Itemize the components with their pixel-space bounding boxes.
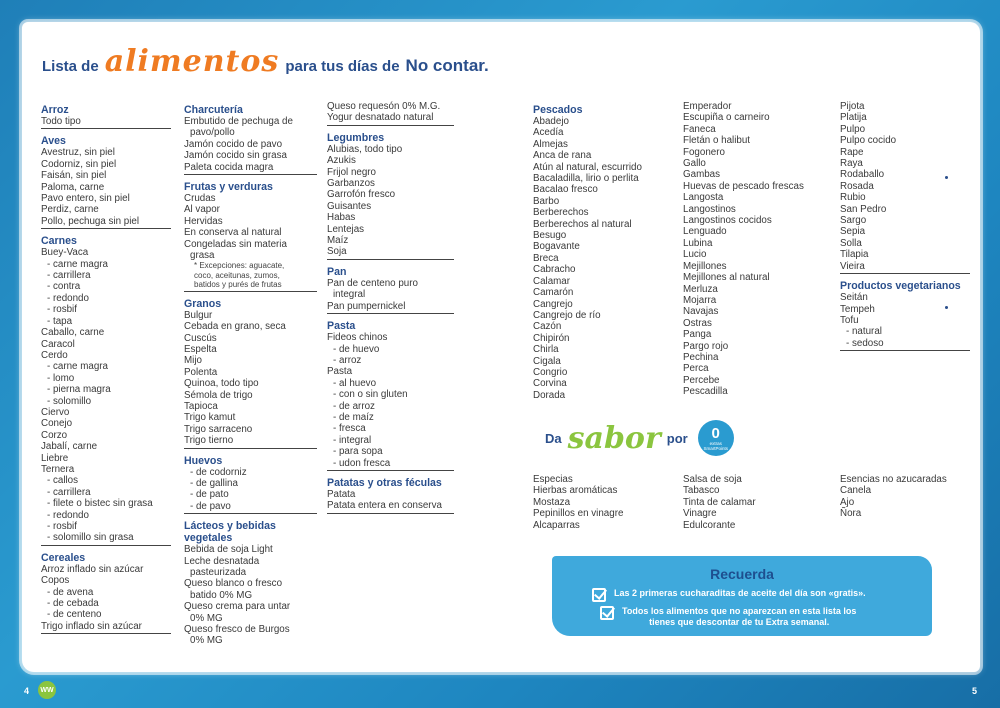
food-item: - redondo [47,509,89,521]
food-column-5 [683,101,823,398]
food-item: Rodaballo [840,169,885,181]
food-item: Yogur desnatado natural [327,112,434,124]
food-item: Bacaladilla, lirio o perlita [533,173,639,185]
food-item: - sedoso [846,337,884,349]
flavor-item: Vinagre [683,508,717,520]
decorative-dot [945,176,948,179]
food-item: - de maíz [333,411,374,423]
food-item: Rosada [840,180,874,192]
food-item: Seitán [840,292,868,304]
food-item: Al vapor [184,204,220,216]
food-item: Escupiña o carneiro [683,112,770,124]
section-divider [184,174,317,175]
food-item: Vieira [840,260,865,272]
flavor-item: Alcaparras [533,519,580,531]
food-item: Corvina [533,378,567,390]
title-middle: para tus días de [285,58,400,75]
food-item: - callos [47,475,79,487]
food-item: Habas [327,212,356,224]
section-divider [840,273,970,274]
food-item: Navajas [683,306,719,318]
food-item: Fletán o halibut [683,135,750,147]
section-divider [327,470,454,471]
section-heading: Arroz [41,104,69,116]
food-item: pavo/pollo [190,127,235,139]
food-item: Besugo [533,230,567,242]
food-item: Queso requesón 0% M.G. [327,101,441,112]
food-item: Jamón cocido de pavo [184,138,283,150]
footnote-text: * Excepciones: aguacate, [194,261,285,271]
food-item: Breca [533,252,559,264]
food-item: Platija [840,112,867,124]
food-item: Tapioca [184,400,218,412]
food-item: - integral [333,434,372,446]
section-divider [184,448,317,449]
food-item: - de pavo [190,500,231,512]
food-item: - con o sin gluten [333,389,408,401]
food-item: Gallo [683,158,706,170]
food-item: Soja [327,246,347,258]
section-divider [184,513,317,514]
food-item: Pollo, pechuga sin piel [41,215,140,227]
food-item: - carrillera [47,270,91,282]
food-item: Bacalao fresco [533,184,598,196]
section-divider [41,633,171,634]
food-item: - de cebada [47,598,99,610]
food-item: Cangrejo [533,298,573,310]
flavor-item: Ajo [840,496,855,508]
section-heading: Pan [327,265,347,278]
section-divider [41,128,171,129]
flavor-column-3 [840,474,947,520]
food-item: Cerdo [41,349,68,361]
flavor-item: Pepinillos en vinagre [533,508,624,520]
food-item: Paleta cocida magra [184,161,274,173]
flavor-item: Mostaza [533,496,571,508]
food-item: Trigo tierno [184,435,234,447]
food-item: Bebida de soja Light [184,544,273,556]
food-item: Azukis [327,155,356,167]
food-item: Solla [840,237,862,249]
food-item: - fresca [333,423,366,435]
food-item: Maíz [327,235,349,247]
flavor-column-1 [533,474,623,531]
food-item: Abadejo [533,116,569,127]
food-item: Polenta [184,366,218,378]
food-item: Sargo [840,215,867,227]
food-item: Alubias, todo tipo [327,143,403,155]
flavor-item: Tinta de calamar [683,496,756,508]
food-column-6 [840,101,970,351]
food-item: Jabalí, carne [41,441,98,453]
food-item: Pan de centeno puro [327,277,418,289]
section-heading: Granos [184,297,222,310]
food-item: Congrio [533,366,568,378]
flavor-item: Esencias no azucaradas [840,474,947,485]
food-column-4 [533,104,669,401]
food-item: Caballo, carne [41,327,105,339]
food-item: - lomo [47,372,75,384]
food-item: Gambas [683,169,721,181]
recuerda-box [552,556,932,636]
food-column-1 [41,104,171,634]
checkbox-check-icon [592,588,606,602]
food-item: - contra [47,281,81,293]
food-item: Ostras [683,317,712,329]
food-item: Sepia [840,226,866,238]
food-item: Patata entera en conserva [327,500,442,512]
food-item: Pargo rojo [683,340,729,352]
section-heading: Cereales [41,551,86,564]
food-item: Jamón cocido sin grasa [184,150,287,162]
food-item: Pavo entero, sin piel [41,193,130,205]
flavor-item: Edulcorante [683,519,736,531]
food-item: - de gallina [190,477,238,489]
footnote-text: batidos y purés de frutas [194,280,282,290]
food-item: Mejillones [683,260,727,272]
food-item: Garrofón fresco [327,189,396,201]
food-item: Avestruz, sin piel [41,147,115,159]
title-strong: No contar. [405,56,489,75]
food-item: Embutido de pechuga de [184,116,293,127]
section-heading: Pasta [327,320,356,333]
food-item: 0% MG [190,635,223,647]
food-item: Corzo [41,429,68,441]
decorative-dot [945,306,948,309]
food-item: - rosbif [47,521,77,532]
food-item: Espelta [184,343,217,355]
sabor-prefix: Da [545,430,562,446]
food-item: Paloma, carne [41,181,105,193]
food-item: Huevas de pescado frescas [683,180,804,192]
food-item: - carne magra [47,258,108,270]
section-heading: Legumbres [327,131,385,144]
food-item: Ciervo [41,406,70,418]
food-item: Rape [840,146,864,158]
food-item: Leche desnatada [184,555,260,567]
recuerda-line-1 [592,588,866,602]
food-item: Cabracho [533,264,576,276]
flavor-item: Canela [840,485,872,497]
recuerda-line-2 [600,606,856,628]
flavor-item: Tabasco [683,485,720,497]
food-item: Berberechos al natural [533,218,632,230]
food-item: Copos [41,575,70,587]
food-item: Cigala [533,355,561,367]
food-item: Arroz inflado sin azúcar [41,563,144,575]
food-item: Lucio [683,249,707,261]
section-heading: Productos vegetarianos [840,280,961,293]
ww-logo-icon [38,681,56,699]
food-item: Lentejas [327,223,365,235]
section-divider [840,350,970,351]
food-item: Tilapia [840,249,869,261]
food-item: - redondo [47,292,89,304]
food-item: - tapa [47,315,73,327]
food-item: Garbanzos [327,178,375,190]
food-item: - arroz [333,354,362,366]
footnote-text: coco, aceitunas, zumos, [194,270,280,280]
food-item: Berberechos [533,207,589,219]
food-item: - solomillo sin grasa [47,532,134,544]
food-item: Bulgur [184,309,213,321]
food-item: Pechina [683,351,719,363]
recuerda-line-2-text [622,606,856,628]
section-heading: Aves [41,135,66,148]
recuerda-line-2a: Todos los alimentos que no aparezcan en esta lista los [622,606,857,616]
recuerda-line-1-text: Las 2 primeras cucharaditas de aceite del día son «gratis». [614,588,866,598]
section-divider [327,313,454,314]
food-item: Frijol negro [327,166,377,178]
food-item: Barbo [533,195,560,207]
food-item: Hervidas [184,215,223,227]
food-item: Caracol [41,338,75,350]
food-item: - para sopa [333,446,383,458]
food-item: Rubio [840,192,866,204]
food-item: Bogavante [533,241,580,253]
zero-smartpoints-badge-icon [698,420,734,456]
food-item: - carne magra [47,361,108,373]
sabor-suffix: por [666,430,688,446]
food-item: Congeladas sin materia [184,238,287,250]
food-item: Trigo sarraceno [184,423,253,435]
food-item: Cazón [533,321,562,333]
food-item: grasa [190,250,215,262]
page-number-left: 4 [24,686,30,696]
food-item: Lubina [683,237,713,249]
food-item: Perca [683,363,709,375]
food-item: Cebada en grano, seca [184,321,286,333]
food-item: - de arroz [333,400,375,412]
food-item: Quinoa, todo tipo [184,378,259,390]
food-item: Pasta [327,366,353,378]
food-item: integral [333,289,366,301]
food-item: Chipirón [533,332,570,344]
food-item: - rosbif [47,304,77,316]
flavor-item: Salsa de soja [683,474,742,485]
food-item: Cuscús [184,332,217,344]
food-item: Conejo [41,418,73,430]
food-item: Camarón [533,287,574,299]
food-item: - filete o bistec sin grasa [47,498,153,510]
food-item: Ternera [41,463,75,475]
recuerda-line-2b: tienes que descontar de tu Extra semanal. [649,617,830,627]
food-item: Mijo [184,355,202,367]
recuerda-title: Recuerda [710,566,774,582]
food-item: - natural [846,326,882,338]
food-item: Codorniz, sin piel [41,158,117,170]
food-item: - de centeno [47,609,102,621]
page-number-right: 5 [972,686,978,696]
food-item: - de avena [47,586,94,598]
food-item: Pescadilla [683,386,728,398]
food-item: Crudas [184,193,216,205]
food-item: Mejillones al natural [683,272,770,284]
food-item: - de codorniz [190,466,247,478]
flavor-item: Hierbas aromáticas [533,485,618,497]
food-item: Pulpo cocido [840,135,897,147]
food-item: En conserva al natural [184,227,282,239]
section-heading: Frutas y verduras [184,181,273,194]
section-divider [327,513,454,514]
food-item: - al huevo [333,377,377,389]
title-prefix: Lista de [42,58,99,75]
food-item: Atún al natural, escurrido [533,161,642,173]
food-item: Buey-Vaca [41,247,89,259]
section-heading: Patatas y otras féculas [327,476,442,489]
section-divider [41,228,171,229]
food-item: - solomillo [47,395,92,407]
food-item: Queso crema para untar [184,601,291,613]
section-divider [41,545,171,546]
section-heading: Charcutería [184,104,243,116]
food-item: Trigo inflado sin azúcar [41,620,142,632]
food-item: Patata [327,488,356,500]
food-item: Cangrejo de río [533,309,601,321]
food-item: Trigo kamut [184,412,236,424]
section-divider [327,259,454,260]
section-heading: Lácteos y bebidas [184,520,276,533]
food-item: Queso fresco de Burgos [184,624,290,636]
section-divider [327,125,454,126]
food-item: - udon fresca [333,457,391,469]
food-item: Dorada [533,389,566,401]
food-item: Fogonero [683,146,725,158]
badge-number: 0 [711,424,720,442]
food-item: Perdiz, carne [41,204,99,216]
food-item: batido 0% MG [190,589,253,601]
food-item: Acedía [533,127,564,139]
checkbox-check-icon [600,606,614,620]
title-script-word: alimentos [104,44,280,79]
food-item: Anca de rana [533,150,592,162]
food-item: Percebe [683,374,720,386]
food-item: - carrillera [47,486,91,498]
flavor-item: Especias [533,474,573,485]
food-item: Mojarra [683,294,717,306]
food-item: Merluza [683,283,718,295]
food-item: - pierna magra [47,384,111,396]
ww-logo-text: WW [40,686,54,694]
food-item: Faisán, sin piel [41,170,107,182]
food-item: 0% MG [190,612,223,624]
page-title [42,44,489,79]
food-item: Fideos chinos [327,332,388,344]
food-item: pasteurizada [190,567,247,578]
food-item: Raya [840,158,863,170]
food-item: Sémola de trigo [184,389,253,401]
food-item: Almejas [533,138,568,150]
badge-text: extras SmartPoints [703,440,728,451]
section-heading: Huevos [184,454,223,467]
food-item: Guisantes [327,200,372,212]
food-item: Calamar [533,275,571,287]
section-heading: Pescados [533,104,583,116]
food-item: Tempeh [840,303,875,315]
food-item: Chirla [533,344,559,356]
food-item: - de pato [190,489,229,501]
food-item: Emperador [683,101,732,112]
food-item: Panga [683,329,712,341]
food-column-3 [327,101,454,514]
food-item: Pulpo [840,123,866,135]
section-heading: Carnes [41,235,77,248]
food-item: Langosta [683,192,724,204]
sabor-script-word: sabor [567,420,661,456]
food-item: Faneca [683,123,716,135]
food-item: Pijota [840,101,865,112]
food-item: - de huevo [333,343,380,355]
food-item: Lenguado [683,226,727,238]
flavor-item: Ñora [840,508,862,520]
flavor-column-2 [683,474,756,531]
section-divider [184,291,317,292]
food-item: Liebre [41,452,69,464]
food-column-2 [184,104,317,647]
section-heading: vegetales [184,532,233,545]
food-item: Queso blanco o fresco [184,578,283,590]
food-item: Langostinos [683,203,736,215]
food-item: Todo tipo [41,116,81,127]
sabor-heading [545,420,734,456]
food-item: San Pedro [840,203,887,215]
food-item: Tofu [840,314,859,326]
food-item: Langostinos cocidos [683,215,772,227]
food-item: Pan pumpernickel [327,300,406,312]
